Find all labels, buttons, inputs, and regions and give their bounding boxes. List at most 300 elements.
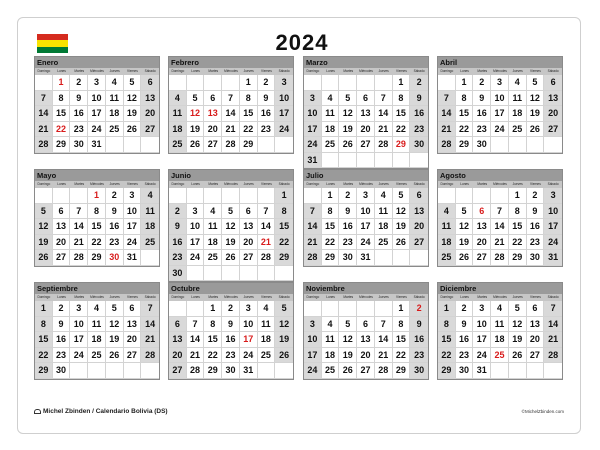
day-cell: 16	[106, 219, 124, 235]
weekday-label: Viernes	[261, 295, 272, 299]
day-cell: 15	[393, 332, 411, 348]
day-cell: 7	[222, 91, 240, 107]
day-cell: 6	[53, 204, 71, 220]
day-cell: 4	[322, 317, 340, 333]
day-cell: 21	[438, 122, 456, 138]
day-cell: 3	[124, 188, 142, 204]
weekday-label: Miércoles	[493, 69, 507, 73]
day-cell: 3	[491, 75, 509, 91]
empty-day-cell	[357, 301, 375, 317]
empty-day-cell	[339, 75, 357, 91]
day-cell: 1	[456, 75, 474, 91]
day-cell: 18	[509, 106, 527, 122]
day-cell: 31	[304, 153, 322, 169]
day-cell: 29	[393, 363, 411, 379]
bolivia-flag-icon	[37, 34, 68, 53]
month-enero	[34, 56, 160, 154]
day-cell: 21	[141, 332, 159, 348]
weekday-label: Martes	[343, 295, 354, 299]
day-cell: 13	[204, 106, 222, 122]
empty-day-cell	[527, 363, 545, 379]
day-cell: 21	[375, 348, 393, 364]
empty-day-cell	[124, 137, 142, 153]
day-cell: 30	[473, 137, 491, 153]
month-name: Diciembre	[438, 283, 562, 294]
empty-day-cell	[438, 188, 456, 204]
day-cell: 5	[456, 204, 474, 220]
day-cell: 30	[410, 363, 428, 379]
footer-credit	[34, 408, 168, 415]
day-cell: 6	[124, 301, 142, 317]
day-cell: 14	[375, 332, 393, 348]
day-cell: 2	[106, 188, 124, 204]
day-cell: 26	[187, 137, 205, 153]
day-cell: 26	[527, 122, 545, 138]
empty-day-cell	[304, 75, 322, 91]
empty-day-cell	[70, 363, 88, 379]
day-cell: 2	[53, 301, 71, 317]
empty-day-cell	[169, 188, 187, 204]
day-cell: 5	[187, 91, 205, 107]
day-cell: 15	[456, 106, 474, 122]
day-cell: 14	[70, 219, 88, 235]
day-cell: 13	[410, 204, 428, 220]
day-cell: 30	[106, 250, 124, 266]
day-cell: 29	[322, 250, 340, 266]
weekday-label: Martes	[343, 182, 354, 186]
day-cell: 27	[240, 250, 258, 266]
empty-day-cell	[258, 188, 276, 204]
empty-day-cell	[204, 266, 222, 282]
day-cell: 8	[275, 204, 293, 220]
day-cell: 20	[53, 235, 71, 251]
day-cell: 3	[187, 204, 205, 220]
day-cell: 9	[410, 317, 428, 333]
empty-day-cell	[322, 75, 340, 91]
day-cell: 15	[204, 332, 222, 348]
day-cell: 22	[53, 122, 71, 138]
empty-day-cell	[70, 188, 88, 204]
day-cell: 10	[357, 204, 375, 220]
day-cell: 7	[304, 204, 322, 220]
day-cell: 18	[106, 106, 124, 122]
day-cell: 11	[322, 332, 340, 348]
month-name: Agosto	[438, 170, 562, 181]
month-name: Enero	[35, 57, 159, 68]
weekday-label: Viernes	[530, 182, 541, 186]
weekday-label: Martes	[477, 69, 488, 73]
day-cell: 30	[339, 250, 357, 266]
month-junio	[168, 169, 294, 282]
day-cell: 25	[106, 122, 124, 138]
day-cell: 9	[53, 317, 71, 333]
weekday-label: Miércoles	[90, 295, 104, 299]
day-cell: 11	[204, 219, 222, 235]
day-cell: 30	[222, 363, 240, 379]
day-cell: 16	[339, 219, 357, 235]
month-name: Septiembre	[35, 283, 159, 294]
month-name: Noviembre	[304, 283, 428, 294]
day-cell: 19	[456, 235, 474, 251]
day-cell: 24	[304, 363, 322, 379]
weekday-label: Viernes	[127, 69, 138, 73]
day-grid	[35, 75, 159, 153]
empty-day-cell	[544, 363, 562, 379]
empty-day-cell	[258, 266, 276, 282]
empty-day-cell	[106, 137, 124, 153]
day-grid	[438, 75, 562, 153]
day-cell: 18	[141, 219, 159, 235]
weekday-label: Sábado	[547, 295, 559, 299]
day-cell: 24	[240, 348, 258, 364]
empty-day-cell	[375, 153, 393, 169]
day-cell: 24	[70, 348, 88, 364]
day-cell: 10	[304, 106, 322, 122]
day-grid	[35, 301, 159, 379]
weekday-label: Domingo	[171, 182, 185, 186]
day-cell: 12	[124, 91, 142, 107]
day-cell: 6	[169, 317, 187, 333]
day-cell: 5	[527, 75, 545, 91]
day-cell: 9	[222, 317, 240, 333]
day-cell: 5	[222, 204, 240, 220]
day-cell: 3	[304, 317, 322, 333]
day-cell: 20	[141, 106, 159, 122]
day-cell: 27	[544, 122, 562, 138]
weekday-label: Domingo	[306, 182, 320, 186]
day-cell: 24	[124, 235, 142, 251]
day-cell: 17	[187, 235, 205, 251]
day-cell: 15	[275, 219, 293, 235]
month-name: Febrero	[169, 57, 293, 68]
day-cell: 24	[357, 235, 375, 251]
weekday-label: Jueves	[512, 69, 523, 73]
empty-day-cell	[169, 301, 187, 317]
day-cell: 21	[35, 122, 53, 138]
day-cell: 16	[222, 332, 240, 348]
day-cell: 25	[322, 363, 340, 379]
day-cell: 5	[339, 91, 357, 107]
day-cell: 19	[339, 348, 357, 364]
month-mayo	[34, 169, 160, 267]
day-cell: 24	[187, 250, 205, 266]
day-cell: 28	[304, 250, 322, 266]
day-cell: 28	[70, 250, 88, 266]
empty-day-cell	[187, 301, 205, 317]
day-cell: 31	[240, 363, 258, 379]
day-cell: 10	[88, 91, 106, 107]
day-cell: 18	[438, 235, 456, 251]
day-cell: 20	[544, 106, 562, 122]
copyright-icon	[34, 409, 41, 414]
weekday-label: Jueves	[512, 295, 523, 299]
weekday-label: Lunes	[57, 295, 66, 299]
day-cell: 11	[169, 106, 187, 122]
empty-day-cell	[187, 188, 205, 204]
day-cell: 18	[169, 122, 187, 138]
day-cell: 4	[509, 75, 527, 91]
day-cell: 6	[141, 75, 159, 91]
day-cell: 23	[53, 348, 71, 364]
day-cell: 16	[456, 332, 474, 348]
month-febrero	[168, 56, 294, 154]
weekday-label: Domingo	[306, 69, 320, 73]
day-cell: 7	[544, 301, 562, 317]
day-cell: 13	[53, 219, 71, 235]
day-cell: 26	[339, 137, 357, 153]
day-cell: 13	[473, 219, 491, 235]
day-cell: 29	[393, 137, 411, 153]
day-cell: 14	[491, 219, 509, 235]
day-cell: 31	[473, 363, 491, 379]
day-cell: 3	[240, 301, 258, 317]
empty-day-cell	[258, 363, 276, 379]
day-grid	[438, 301, 562, 379]
day-cell: 7	[438, 91, 456, 107]
day-cell: 28	[438, 137, 456, 153]
weekday-label: Miércoles	[90, 182, 104, 186]
day-cell: 6	[473, 204, 491, 220]
weekday-label: Domingo	[440, 295, 454, 299]
empty-day-cell	[491, 363, 509, 379]
day-cell: 1	[322, 188, 340, 204]
weekday-label: Domingo	[440, 69, 454, 73]
day-cell: 23	[70, 122, 88, 138]
day-cell: 16	[70, 106, 88, 122]
weekday-label: Sábado	[413, 69, 425, 73]
empty-day-cell	[375, 301, 393, 317]
day-cell: 10	[275, 91, 293, 107]
day-cell: 14	[304, 219, 322, 235]
empty-day-cell	[187, 75, 205, 91]
day-cell: 8	[53, 91, 71, 107]
day-cell: 26	[35, 250, 53, 266]
weekday-label: Martes	[477, 182, 488, 186]
empty-day-cell	[35, 75, 53, 91]
day-cell: 15	[393, 106, 411, 122]
day-cell: 1	[438, 301, 456, 317]
day-cell: 19	[187, 122, 205, 138]
empty-day-cell	[222, 266, 240, 282]
day-cell: 30	[70, 137, 88, 153]
day-cell: 20	[357, 348, 375, 364]
empty-day-cell	[106, 363, 124, 379]
day-cell: 28	[375, 137, 393, 153]
weekday-label: Jueves	[243, 182, 254, 186]
day-cell: 13	[169, 332, 187, 348]
weekday-label: Sábado	[547, 182, 559, 186]
day-cell: 27	[473, 250, 491, 266]
day-cell: 9	[106, 204, 124, 220]
day-cell: 2	[339, 188, 357, 204]
day-cell: 9	[527, 204, 545, 220]
day-cell: 23	[410, 348, 428, 364]
day-grid	[304, 188, 428, 266]
day-cell: 1	[393, 75, 411, 91]
day-cell: 4	[438, 204, 456, 220]
weekday-header	[438, 294, 562, 301]
day-cell: 18	[204, 235, 222, 251]
day-cell: 13	[240, 219, 258, 235]
empty-day-cell	[339, 153, 357, 169]
day-cell: 8	[88, 204, 106, 220]
empty-day-cell	[438, 75, 456, 91]
day-cell: 11	[322, 106, 340, 122]
empty-day-cell	[258, 137, 276, 153]
day-cell: 5	[106, 301, 124, 317]
empty-day-cell	[393, 250, 411, 266]
weekday-label: Miércoles	[359, 69, 373, 73]
day-cell: 28	[258, 250, 276, 266]
month-abril	[437, 56, 563, 154]
weekday-label: Sábado	[278, 69, 290, 73]
day-cell: 9	[339, 204, 357, 220]
day-cell: 25	[204, 250, 222, 266]
day-cell: 18	[375, 219, 393, 235]
day-cell: 17	[544, 219, 562, 235]
day-cell: 25	[509, 122, 527, 138]
day-cell: 26	[222, 250, 240, 266]
day-cell: 19	[222, 235, 240, 251]
day-cell: 10	[473, 317, 491, 333]
day-cell: 27	[357, 363, 375, 379]
day-cell: 26	[275, 348, 293, 364]
day-cell: 2	[473, 75, 491, 91]
day-cell: 4	[88, 301, 106, 317]
day-cell: 5	[275, 301, 293, 317]
day-cell: 22	[322, 235, 340, 251]
weekday-label: Miércoles	[493, 182, 507, 186]
weekday-label: Sábado	[547, 69, 559, 73]
weekday-label: Martes	[208, 295, 219, 299]
day-cell: 9	[473, 91, 491, 107]
day-cell: 17	[304, 122, 322, 138]
day-cell: 6	[204, 91, 222, 107]
day-cell: 25	[88, 348, 106, 364]
day-cell: 12	[527, 91, 545, 107]
day-cell: 11	[375, 204, 393, 220]
weekday-header	[35, 294, 159, 301]
day-cell: 23	[222, 348, 240, 364]
day-cell: 23	[410, 122, 428, 138]
weekday-label: Viernes	[530, 295, 541, 299]
day-grid	[169, 301, 293, 379]
day-cell: 25	[375, 235, 393, 251]
day-grid	[35, 188, 159, 266]
empty-day-cell	[527, 137, 545, 153]
day-cell: 7	[35, 91, 53, 107]
weekday-label: Domingo	[171, 69, 185, 73]
day-cell: 16	[473, 106, 491, 122]
day-cell: 3	[544, 188, 562, 204]
day-cell: 4	[375, 188, 393, 204]
weekday-label: Martes	[74, 182, 85, 186]
day-cell: 30	[527, 250, 545, 266]
empty-day-cell	[509, 363, 527, 379]
day-cell: 20	[357, 122, 375, 138]
empty-day-cell	[304, 188, 322, 204]
weekday-label: Viernes	[261, 182, 272, 186]
month-name: Junio	[169, 170, 293, 181]
day-cell: 10	[124, 204, 142, 220]
day-cell: 8	[438, 317, 456, 333]
month-julio	[303, 169, 429, 267]
empty-day-cell	[357, 153, 375, 169]
day-cell: 1	[53, 75, 71, 91]
day-cell: 28	[491, 250, 509, 266]
day-cell: 26	[509, 348, 527, 364]
weekday-label: Miércoles	[359, 295, 373, 299]
weekday-header	[169, 294, 293, 301]
day-cell: 10	[187, 219, 205, 235]
day-cell: 8	[509, 204, 527, 220]
day-cell: 23	[339, 235, 357, 251]
weekday-label: Lunes	[326, 69, 335, 73]
day-cell: 8	[393, 317, 411, 333]
day-cell: 30	[53, 363, 71, 379]
day-cell: 28	[187, 363, 205, 379]
weekday-label: Miércoles	[224, 69, 238, 73]
day-grid	[169, 75, 293, 153]
day-cell: 12	[187, 106, 205, 122]
day-cell: 1	[509, 188, 527, 204]
weekday-label: Lunes	[460, 182, 469, 186]
day-cell: 10	[240, 317, 258, 333]
empty-day-cell	[304, 301, 322, 317]
day-cell: 18	[258, 332, 276, 348]
day-cell: 2	[169, 204, 187, 220]
day-cell: 25	[141, 235, 159, 251]
weekday-label: Miércoles	[359, 182, 373, 186]
day-cell: 8	[204, 317, 222, 333]
day-cell: 25	[169, 137, 187, 153]
weekday-label: Sábado	[144, 295, 156, 299]
day-cell: 18	[322, 348, 340, 364]
weekday-label: Lunes	[326, 295, 335, 299]
day-cell: 16	[169, 235, 187, 251]
weekday-header	[304, 181, 428, 188]
weekday-header	[35, 181, 159, 188]
day-cell: 3	[275, 75, 293, 91]
empty-day-cell	[204, 188, 222, 204]
day-cell: 27	[53, 250, 71, 266]
empty-day-cell	[141, 363, 159, 379]
day-cell: 13	[357, 332, 375, 348]
weekday-label: Viernes	[396, 69, 407, 73]
day-cell: 20	[410, 219, 428, 235]
day-cell: 5	[509, 301, 527, 317]
weekday-label: Domingo	[37, 69, 51, 73]
weekday-label: Lunes	[191, 295, 200, 299]
day-cell: 16	[53, 332, 71, 348]
day-cell: 13	[141, 91, 159, 107]
empty-day-cell	[141, 250, 159, 266]
weekday-label: Miércoles	[90, 69, 104, 73]
day-cell: 24	[544, 235, 562, 251]
empty-day-cell	[141, 137, 159, 153]
day-cell: 22	[88, 235, 106, 251]
weekday-label: Domingo	[37, 295, 51, 299]
day-cell: 26	[456, 250, 474, 266]
weekday-label: Martes	[477, 295, 488, 299]
day-cell: 27	[357, 137, 375, 153]
day-cell: 22	[275, 235, 293, 251]
weekday-label: Lunes	[460, 69, 469, 73]
weekday-label: Domingo	[171, 295, 185, 299]
day-cell: 6	[240, 204, 258, 220]
day-cell: 19	[393, 219, 411, 235]
day-cell: 2	[258, 75, 276, 91]
